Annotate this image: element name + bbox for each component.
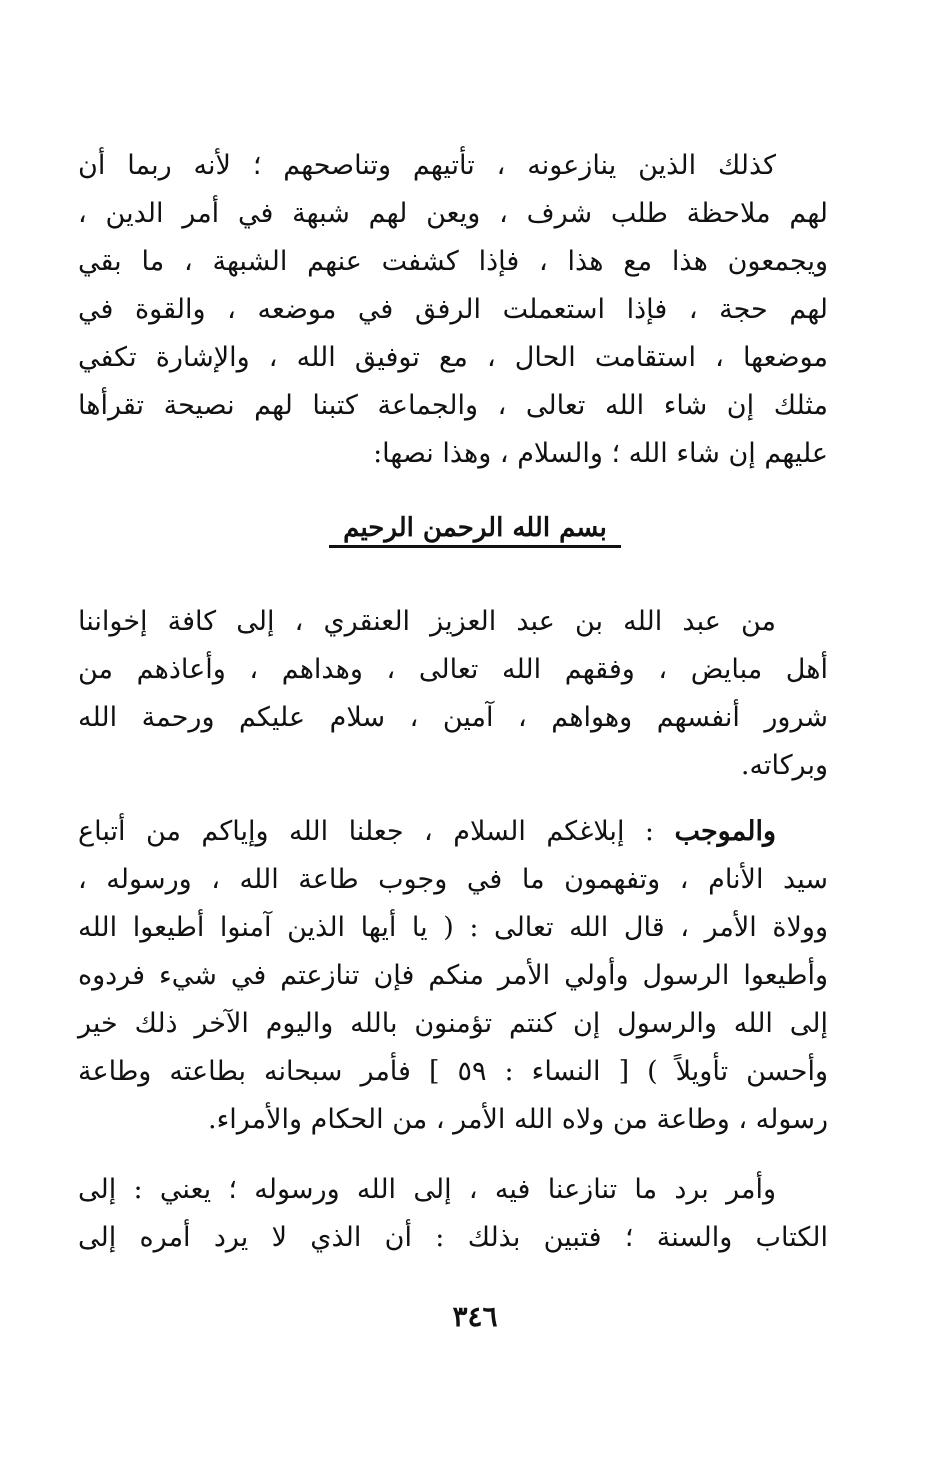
text-line: موضعها ، استقامت الحال ، مع توفيق الله ، والإشارة تكفي [78,342,828,373]
text-line-rest: : إبلاغكم السلام ، جعلنا الله وإياكم من أتباع [78,816,675,847]
text-line: أهل مبايض ، وفقهم الله تعالى ، وهداهم ، وأعاذهم من [78,654,828,685]
text-line: كذلك الذين ينازعونه ، تأتيهم وتناصحهم ؛ لأنه ربما أن [78,150,776,181]
text-line: لهم حجة ، فإذا استعملت الرفق في موضعه ، والقوة في [78,294,828,325]
text-line: ويجمعون هذا مع هذا ، فإذا كشفت عنهم الشبهة ، ما بقي [78,246,828,277]
page-number: ٣٤٦ [452,1300,498,1333]
paragraph-referral [78,1166,828,1262]
text-line: شرور أنفسهم وهواهم ، آمين ، سلام عليكم ورحمة الله [78,702,828,733]
basmala-text: بسم الله الرحمن الرحيم [329,513,621,548]
text-line: وولاة الأمر ، قال الله تعالى : ( يا أيها الذين آمنوا أطيعوا الله [78,912,828,943]
paragraph-obligation [78,808,828,1144]
paragraph-letter-opening [78,598,828,790]
paragraph-intro [78,142,828,478]
text-line: سيد الأنام ، وتفهمون ما في وجوب طاعة الله ، ورسوله ، [78,864,828,895]
text-line [78,808,828,856]
text-line: من عبد الله بن عبد العزيز العنقري ، إلى كافة إخواننا [78,606,776,637]
text-line: وبركاته. [740,750,828,781]
basmala-heading [0,506,950,550]
text-line: وأمر برد ما تنازعنا فيه ، إلى الله ورسوله ؛ يعني : إلى [78,1174,776,1205]
text-line: الكتاب والسنة ؛ فتبين بذلك : أن الذي لا يرد أمره إلى [78,1222,828,1253]
text-line: وأطيعوا الرسول وأولي الأمر منكم فإن تنازعتم في شيء فردوه [78,960,828,991]
text-line: عليهم إن شاء الله ؛ والسلام ، وهذا نصها: [373,438,828,469]
text-line: إلى الله والرسول إن كنتم تؤمنون بالله واليوم الآخر ذلك خير [78,1008,828,1039]
text-line: مثلك إن شاء الله تعالى ، والجماعة كتبنا لهم نصيحة تقرأها [78,390,828,421]
bold-lead-word: والموجب [674,816,776,847]
text-line: وأحسن تأويلاً ) [ النساء : ٥٩ ] فأمر سبحانه بطاعته وطاعة [78,1056,828,1087]
text-line: رسوله ، وطاعة من ولاه الله الأمر ، من الحكام والأمراء. [207,1104,828,1135]
text-line: لهم ملاحظة طلب شرف ، ويعن لهم شبهة في أمر الدين ، [78,198,828,229]
